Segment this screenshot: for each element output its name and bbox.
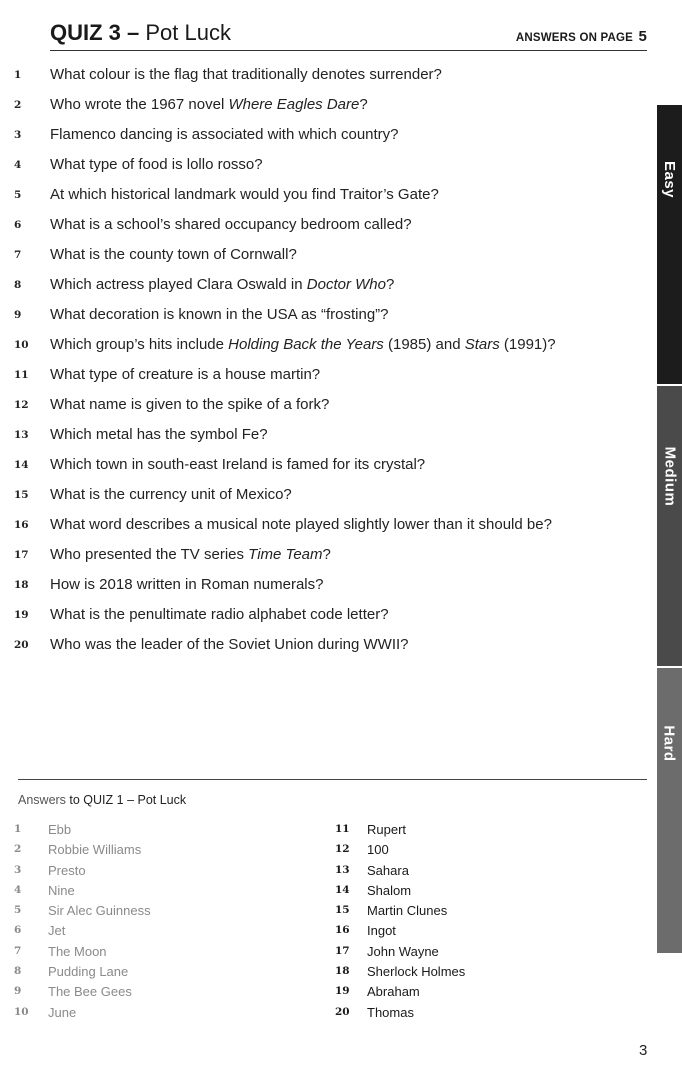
question-row	[0, 363, 640, 393]
question-text: Flamenco dancing is associated with which country?	[50, 126, 399, 143]
page-number: 3	[639, 1042, 648, 1059]
answer-text: Sherlock Holmes	[367, 964, 466, 980]
answer-row	[335, 840, 635, 860]
question-text	[50, 336, 556, 353]
answer-text: The Bee Gees	[48, 984, 132, 1000]
question-number: 16	[14, 519, 29, 531]
answer-text: Abraham	[367, 984, 420, 1000]
answer-row	[14, 921, 314, 941]
answer-number: 13	[335, 863, 350, 876]
question-text: What word describes a musical note played slightly lower than it should be?	[50, 516, 552, 533]
answer-text: Shalom	[367, 882, 412, 898]
question-text	[50, 276, 394, 293]
title-separator: –	[120, 20, 146, 45]
tab-hard-label: Hard	[661, 724, 678, 762]
question-text	[50, 96, 368, 113]
answer-text: Ingot	[367, 923, 396, 939]
question-text: Who was the leader of the Soviet Union during WWII?	[50, 636, 409, 653]
answer-number: 18	[335, 965, 350, 978]
tab-medium	[657, 386, 682, 666]
answer-number: 9	[14, 985, 22, 998]
answer-text: Ebb	[48, 822, 72, 837]
answer-text: Pudding Lane	[48, 964, 129, 980]
quiz-topic: Pot Luck	[145, 20, 231, 45]
question-text: What is the penultimate radio alphabet code letter?	[50, 606, 389, 623]
question-text: Which town in south-east Ireland is famed for its crystal?	[50, 456, 426, 473]
answer-text: Presto	[48, 862, 86, 878]
quiz-header	[50, 18, 647, 51]
answer-number: 16	[335, 924, 350, 937]
question-number: 3	[14, 129, 22, 141]
question-number: 19	[14, 609, 29, 621]
answer-number: 19	[335, 985, 350, 998]
answer-row	[14, 942, 314, 962]
answer-row	[335, 901, 635, 921]
quiz-title	[50, 20, 231, 46]
question-title-italic: Where Eagles Dare	[228, 96, 360, 113]
answer-row	[335, 1003, 635, 1023]
answer-number: 6	[14, 924, 22, 937]
question-row	[0, 633, 640, 663]
answer-number: 20	[335, 1005, 350, 1018]
answers-divider	[18, 779, 647, 780]
question-text-part: ?	[322, 546, 331, 563]
question-row	[0, 243, 640, 273]
answer-number: 17	[335, 944, 350, 957]
answer-number: 7	[14, 944, 22, 957]
question-list	[0, 63, 640, 663]
question-number: 11	[14, 369, 29, 381]
quiz-label: QUIZ 3	[50, 20, 121, 45]
answers-title-prefix: Answers	[18, 793, 66, 807]
question-number: 4	[14, 159, 22, 171]
tab-hard	[657, 668, 682, 953]
answer-row	[335, 921, 635, 941]
question-title-italic: Doctor Who	[306, 276, 386, 293]
question-text: At which historical landmark would you find Traitor’s Gate?	[50, 186, 439, 203]
question-title-italic: Stars	[464, 336, 500, 353]
answer-text: 100	[367, 842, 389, 858]
question-text-part: (1985) and	[383, 336, 465, 353]
answers-title-rest: to QUIZ 1 – Pot Luck	[65, 793, 187, 807]
question-number: 17	[14, 549, 29, 561]
question-row	[0, 393, 640, 423]
question-text: What colour is the flag that traditionally denotes surrender?	[50, 66, 442, 83]
question-row	[0, 423, 640, 453]
question-text-part: Which group’s hits include	[50, 336, 229, 353]
answer-text: Rupert	[367, 822, 407, 837]
question-title-italic: Holding Back the Years	[228, 336, 384, 353]
answer-number: 3	[14, 863, 22, 876]
question-number: 10	[14, 339, 29, 351]
question-text: What decoration is known in the USA as “frosting”?	[50, 306, 389, 323]
answers-reference	[516, 28, 647, 45]
answer-text: Nine	[48, 882, 75, 898]
question-row	[0, 333, 640, 363]
question-text-part: Which actress played Clara Oswald in	[50, 276, 307, 293]
question-text: What type of creature is a house martin?	[50, 366, 321, 383]
question-text: What type of food is lollo rosso?	[50, 156, 263, 173]
answers-ref-label: ANSWERS ON PAGE	[515, 32, 634, 44]
tab-easy	[657, 105, 682, 384]
question-number: 8	[14, 279, 22, 291]
question-text	[50, 546, 331, 563]
answers-column-right	[335, 820, 635, 1023]
answer-row	[335, 982, 635, 1002]
question-row	[0, 483, 640, 513]
question-text-part: Who presented the TV series	[50, 546, 249, 563]
answer-row	[335, 820, 635, 840]
question-row	[0, 213, 640, 243]
question-number: 15	[14, 489, 29, 501]
question-text-part: Who wrote the 1967 novel	[50, 96, 229, 113]
question-number: 5	[14, 189, 22, 201]
question-number: 7	[14, 249, 22, 261]
answer-row	[14, 861, 314, 881]
question-text: Which metal has the symbol Fe?	[50, 426, 268, 443]
answer-text: Thomas	[367, 1004, 414, 1020]
tab-medium-label: Medium	[661, 446, 679, 506]
answer-text: John Wayne	[367, 943, 439, 959]
answer-row	[14, 881, 314, 901]
answer-text: Sir Alec Guinness	[48, 903, 151, 919]
question-text: What name is given to the spike of a fork?	[50, 396, 330, 413]
question-row	[0, 543, 640, 573]
question-row	[0, 303, 640, 333]
question-text: What is a school’s shared occupancy bedroom called?	[50, 216, 412, 233]
tab-easy-label: Easy	[661, 160, 679, 199]
answer-row	[14, 840, 314, 860]
question-text-part: ?	[359, 96, 368, 113]
answer-number: 14	[335, 883, 350, 896]
answer-number: 5	[14, 904, 22, 917]
question-title-italic: Time Team	[248, 546, 323, 563]
question-number: 20	[14, 639, 29, 651]
question-number: 1	[14, 69, 22, 81]
question-text: How is 2018 written in Roman numerals?	[50, 576, 324, 593]
answer-row	[14, 901, 314, 921]
question-number: 9	[14, 309, 22, 321]
answer-row	[335, 861, 635, 881]
answer-number: 4	[14, 883, 22, 896]
answer-number: 12	[335, 843, 350, 856]
question-number: 18	[14, 579, 29, 591]
question-text: What is the county town of Cornwall?	[50, 246, 297, 263]
answers-ref-page: 5	[638, 28, 647, 45]
question-row	[0, 453, 640, 483]
answer-text: The Moon	[48, 943, 107, 959]
question-row	[0, 153, 640, 183]
question-row	[0, 93, 640, 123]
answer-row	[14, 1003, 314, 1023]
question-text-part: (1991)?	[499, 336, 556, 353]
question-row	[0, 123, 640, 153]
answers-column-left	[14, 820, 314, 1023]
question-row	[0, 63, 640, 93]
question-row	[0, 603, 640, 633]
answer-row	[335, 962, 635, 982]
question-row	[0, 513, 640, 543]
answer-row	[335, 881, 635, 901]
question-row	[0, 573, 640, 603]
answer-text: June	[48, 1004, 77, 1020]
answer-text: Jet	[48, 923, 66, 939]
question-text: What is the currency unit of Mexico?	[50, 486, 292, 503]
answer-text: Sahara	[367, 862, 409, 878]
question-row	[0, 183, 640, 213]
answer-row	[14, 820, 314, 840]
answer-number: 2	[14, 843, 22, 856]
question-number: 14	[14, 459, 29, 471]
answer-number: 8	[14, 965, 22, 978]
answer-text: Robbie Williams	[48, 842, 142, 858]
question-number: 12	[14, 399, 29, 411]
answer-number: 11	[335, 823, 350, 835]
answer-row	[335, 942, 635, 962]
question-number: 6	[14, 219, 22, 231]
answer-row	[14, 982, 314, 1002]
question-row	[0, 273, 640, 303]
answers-title	[18, 793, 186, 807]
answer-number: 10	[14, 1005, 29, 1018]
answer-number: 1	[14, 823, 22, 835]
answer-text: Martin Clunes	[367, 903, 448, 919]
question-number: 13	[14, 429, 29, 441]
answer-number: 15	[335, 904, 350, 917]
question-number: 2	[14, 99, 22, 111]
question-text-part: ?	[385, 276, 395, 293]
answer-row	[14, 962, 314, 982]
